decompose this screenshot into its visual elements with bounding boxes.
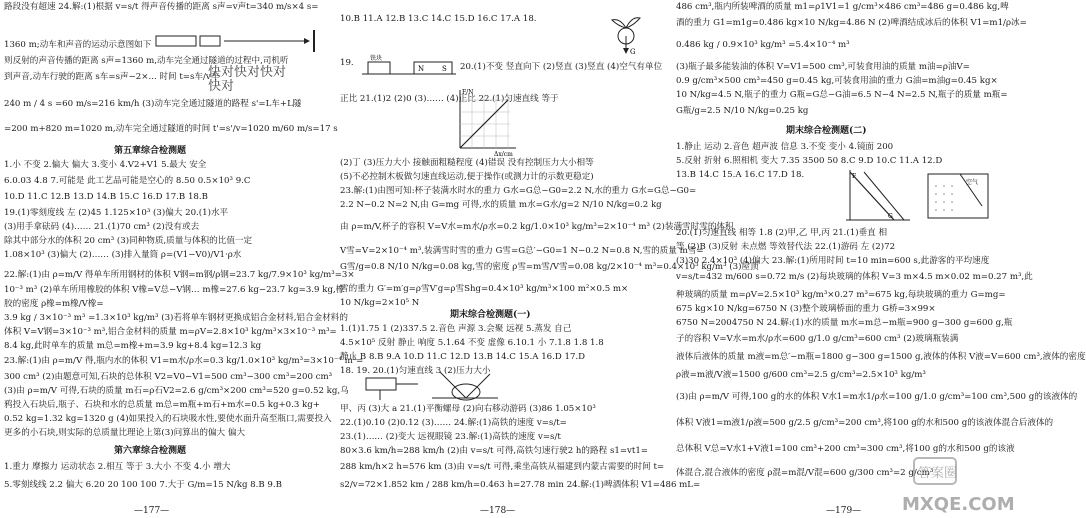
page-number: —178— <box>480 506 516 516</box>
page-number: —179— <box>826 506 862 516</box>
text-line: 20.(1)不变 竖直向下 (2)竖直 (3)竖直 (4)空气有单位 <box>460 62 663 72</box>
section-heading: 第六章综合检测题 <box>114 446 187 456</box>
text-line: (2)丁 (3)压力大小 接触面粗糙程度 (4)错误 没有控制压力大小相等 <box>340 158 594 168</box>
text-line: 10 N/kg=2×10⁵ N <box>340 298 420 308</box>
text-line: (5)不必控制木板做匀速直线运动,便于操作(或测力计的示数更稳定) <box>340 172 594 182</box>
text-line: G瓶/g=2.5 N/10 N/kg=0.25 kg <box>676 106 809 116</box>
figure-18-ray <box>844 166 914 224</box>
text-line: 10.B 11.A 12.B 13.C 14.C 15.D 16.C 17.A 18. <box>340 14 537 24</box>
text-line: 5.零刻线线 2.2 偏大 6.20 20 100 100 7.大于 G/m=15 N/kg 8.B 9.B <box>4 480 282 490</box>
text-line: 正比 21.(1)2 (2)0 (3)…… (4)正比 22.(1)匀速直线 等于 <box>340 94 559 104</box>
text-line: 体积 V=V钢=3×10⁻³ m³,铝合金材料的质量 m=ρV=2.8×10³ kg/m³×3×10⁻³ m³= <box>4 327 337 337</box>
text-line: 6750 N=2004750 N 24.解:(1)水的质量 m水=m总−m瓶=900 g−300 g=600 g,瓶 <box>676 318 1013 328</box>
text-line: 子的容积 V=V水=m水/ρ水=600 g/1.0 g/cm³=600 cm³ (2)玻璃瓶装满 <box>676 334 959 344</box>
text-line: 20.(1)匀速直线 相等 1.8 (2)甲,乙 甲,丙 21.(1)垂直 相 <box>676 228 888 238</box>
site-watermark <box>840 454 1015 518</box>
text-line: (3)30 2.4×10³ (4)偏大 23.解:(1)所用时间 t=10 min=600 s,此游客的平均速度 <box>676 256 990 266</box>
figure-label: 铁块 <box>370 55 383 62</box>
figure-19-magnet <box>362 52 458 82</box>
text-line: 更多的小石块,则实际的总质量比理论上第(3)问算出的偏大 偏大 <box>4 428 246 438</box>
text-line: 240 m / 4 s =60 m/s=216 km/h (3)动车完全通过隧道的路程 s'=L车+L隧 <box>4 99 302 109</box>
text-line: 由 ρ=m/V,杯子的容积 V=V水=m水/ρ水=0.2 kg/1.0×10³ kg/m³=2×10⁻⁴ m³ (2)装满雪时雪的体积 <box>340 222 734 232</box>
text-line: (3)用手拿砝码 (4)…… 21.(1)70 cm³ (2)没有或去 <box>4 222 200 232</box>
text-line: 雪的重力 G′=m′g=ρ雪V′g=ρ雪Shg=0.4×10³ kg/m³×100 m²×0.5 m× <box>340 284 629 294</box>
text-line: 0.486 kg / 0.9×10³ kg/m³ =5.4×10⁻⁴ m³ <box>676 40 850 50</box>
section-heading: 期末综合检测题(一) <box>450 310 531 320</box>
watermark-text: 快对快对快对快对 <box>208 65 287 94</box>
train-sound-diagram <box>154 28 324 54</box>
text-line: =200 m+820 m=1020 m,动车完全通过隧道的时间 t'=s'/v=1020 m/60 m/s=17 s <box>4 124 338 134</box>
text-line: G雪/g=0.8 N/10 N/kg=0.08 kg,雪的密度 ρ雪=m雪/V雪=0.08 kg/2×10⁻⁴ m³=0.4×10³ kg/m³ (3)屋顶 <box>340 262 759 272</box>
watermark-subtitle: 答案圈 <box>918 466 958 481</box>
section-heading: 期末综合检测题(二) <box>786 126 867 136</box>
text-line: ρ液=m液/V液=1500 g/600 cm³=2.5 g/cm³=2.5×10³ kg/m³ <box>676 370 926 380</box>
figure-label: S <box>442 65 447 73</box>
page-number: —177— <box>134 506 170 516</box>
page-177 <box>4 0 364 518</box>
text-line: 23.解:(1)由 ρ=m/V 得,瓶内水的体积 V1=m水/ρ水=0.3 kg/1.0×10³ kg/m³=3×10⁻⁴ m³= <box>4 356 364 366</box>
text-line: 酒的重力 G1=m1g=0.486 kg×10 N/kg=4.86 N (2)啤酒结成冰后的体积 V1=m1/ρ冰= <box>676 18 1027 28</box>
figure-lever <box>362 370 422 402</box>
text-line: 则反射的声音传播的距离 s声=1360 m,动车完全通过隧道的过程中,司机听 <box>4 56 289 66</box>
text-line: 2.2 N−0.2 N=2 N,由 G=mg 可得,水的质量 m水=G水/g=2 N/10 N/kg=0.2 kg <box>340 200 662 210</box>
figure-light-ray <box>430 368 500 402</box>
text-line: 体积 V液1=m液1/ρ液=500 g/2.5 g/cm³=200 cm³,将100 g的水和500 g的该液体混合后液体的 <box>676 418 1054 428</box>
text-line: (3)由 ρ=m/V 可得,100 g的水的体积 V水1=m水1/ρ水=100 g/1.0 g/cm³=100 cm³,500 g的该液体的 <box>676 392 1078 402</box>
text-line: 4.5×10⁵ 反射 静止 响度 5.1.64 不变 虚像 6.10.1 小 7.1.8 1.8 1.8 <box>340 338 604 348</box>
text-line: 3.9 kg / 3×10⁻³ m³ =1.3×10³ kg/m³ (3)若将单车钢材更换成铝合金材料,铝合金材料的 <box>4 313 348 323</box>
text-line: 6.0.03 4.8 7.可能是 此工艺品可能是空心的 8.50 0.5×10³ 9.C <box>4 176 251 186</box>
figure-label: G <box>630 48 636 56</box>
text-line: 5.反射 折射 6.照相机 变大 7.35 3500 50 8.C 9.D 10.C 11.A 12.D <box>676 156 943 166</box>
text-line: 静止 B 8.B 9.A 10.D 11.C 12.D 13.B 14.C 15.A 16.D 17.D <box>340 352 586 362</box>
text-line: 到声音,动车行驶的距离 s车=s声−2×... 时间 t=s车/v车 <box>4 72 220 82</box>
figure-label: N <box>418 65 425 73</box>
text-line: 23.解:(1)由图可知:杯子装满水时水的重力 G水=G总−G0=2.2 N,水的重力 G水=G总−G0= <box>340 186 697 196</box>
text-line: 1.(1)1.75 1 (2)337.5 2.音色 声源 3.会聚 远视 5.蒸发 自己 <box>340 324 572 334</box>
text-line: 鸦投入石块后,瓶子、石块和水的总质量 m总=m瓶+m石+m水=0.5 kg+0.3 kg+ <box>4 400 320 410</box>
figure-18-plant <box>602 8 652 56</box>
figure-label: G <box>888 213 893 220</box>
page-179 <box>676 0 1086 518</box>
text-line: 0.52 kg=1.32 kg=1320 g (4)如果投入的石块吸水性,要使水面升高至瓶口,需要投入 <box>4 414 332 424</box>
text-line: 10 N/kg=4.5 N,瓶子的重力 G瓶=G总−G油=6.5 N−4 N=2.5 N,瓶子的质量 m瓶= <box>676 90 1008 100</box>
text-line: 300 cm³ (2)由题意可知,石块的总体积 V2=V0−V1=500 cm³−300 cm³=200 cm³ <box>4 372 333 382</box>
text-line: 675 kg×10 N/kg=6750 N (3)整个玻璃桥面的重力 G桥=3×99× <box>676 304 936 314</box>
text-line: (3)由 ρ=m/V 可得,石块的质量 m石=ρ石V2=2.6 g/cm³×200 cm³=520 g=0.52 kg,乌 <box>4 386 349 396</box>
axis-label: F/N <box>462 89 474 96</box>
text-line: 体混合,混合液体的密度 ρ混=m混/V混=600 g/300 cm³=2 g/cm³ <box>676 468 934 478</box>
text-line: 22.(1)0.10 (2)0.12 (3)…… 24.解:(1)高铁的速度 v=s/t= <box>340 418 567 428</box>
section-heading: 第五章综合检测题 <box>114 146 187 156</box>
text-line: 1.静止 运动 2.音色 超声波 信息 3.不变 变小 4.镜面 200 <box>676 142 894 152</box>
text-line: 液体后液体的质量 m液=m总′−m瓶=1800 g−300 g=1500 g,液体的体积 V液=V=600 cm³,液体的密度 <box>676 352 1086 362</box>
figure-label: F <box>852 173 857 180</box>
text-line: 等 (2)B (3)反射 未点燃 等效替代法 22.(1)游码 左 (2)72 <box>676 242 896 252</box>
text-line: 1360 m;动车和声音的运动示意图如下 <box>4 40 152 50</box>
text-line: 13.B 14.C 15.A 16.C 17.D 18. <box>676 170 805 180</box>
watermark-brand: MXQE.COM <box>902 494 1015 515</box>
text-line: 22.解:(1)由 ρ=m/V 得单车所用钢材的体积 V钢=m钢/ρ钢=23.7 kg/7.9×10³ kg/m³=3× <box>4 270 355 280</box>
text-line: 种玻璃的质量 m=ρV=2.5×10³ kg/m³×0.27 m³=675 kg,每块玻璃的重力 G=mg= <box>676 290 1006 300</box>
text-line: 甲、丙 (3)大 a 21.(1)平衡螺母 (2)向右移动游码 (3)86 1.05×10³ <box>340 404 596 414</box>
text-line: 18. 19. 20.(1)匀速直线 3 (2)压力大小 <box>340 366 491 376</box>
figure-label: 空气 <box>966 179 979 186</box>
text-line: V雪=V=2×10⁻⁴ m³,装满雪时雪的重力 G雪=G总′−G0=1 N−0.2 N=0.8 N,雪的质量 m雪= <box>340 246 704 256</box>
text-line: 288 km/h×2 h=576 km (3)由 v=s/t 可得,乘坐高铁从福建到内蒙古需要的时间 t= <box>340 462 665 472</box>
text-line: 1.重力 摩擦力 运动状态 2.相互 等于 3.大小 不变 4.小 增大 <box>4 462 231 472</box>
text-line: 19. <box>340 58 354 68</box>
text-line: 23.(1)…… (2)变大 远视眼镜 23.解:(1)高铁的速度 v=s/t <box>340 432 561 442</box>
text-line: (3)瓶子最多能装油的体积 V=V1=500 cm³,可装食用油的质量 m油=ρ油V= <box>676 62 970 72</box>
axis-label: Δx/cm <box>494 151 513 158</box>
text-line: 除其中部分水的体积 20 cm³ (3)同种物质,质量与体积的比值一定 <box>4 236 253 246</box>
text-line: 486 cm³,瓶内所装啤酒的质量 m1=ρ1V1=1 g/cm³×486 cm³=486 g=0.486 kg,啤 <box>676 2 1009 12</box>
text-line: s2/v=72×1.852 km / 288 km/h=0.463 h=27.78 min 24.解:(1)啤酒体积 V1=486 mL= <box>340 480 701 490</box>
text-line: 1.小 不变 2.偏大 偏大 3.变小 4.V2+V1 5.最大 安全 <box>4 160 207 170</box>
text-line: 总体积 V总=V水1+V液1=100 cm³+200 cm³=300 cm³,将100 g的水和500 g的该液 <box>676 444 1015 454</box>
text-line: 19.(1)零刻度线 左 (2)45 1.125×10³ (3)偏大 20.(1)水平 <box>4 208 229 218</box>
figure-19-tank <box>922 166 994 224</box>
text-line: 胶的密度 ρ橡=m橡/V橡= <box>4 299 104 309</box>
text-line: 路段没有超速 24.解:(1)根据 v=s/t 得声音传播的距离 s声=v声t=340 m/s×4 s= <box>4 2 319 12</box>
text-line: 1.08×10³ (3)偏大 (2)…… (3)排入量筒 ρ=(V1−V0)/V1·ρ水 <box>4 250 242 260</box>
text-line: 80×3.6 km/h=288 km/h (2)由 v=s/t 可得,高铁匀速行驶2 h的路程 s1=vt1= <box>340 446 649 456</box>
text-line: v=s/t=432 m/600 s=0.72 m/s (2)每块玻璃的体积 V=3 m×4.5 m×0.02 m=0.27 m³,此 <box>676 272 1033 282</box>
text-line: 10.D 11.C 12.B 13.D 14.B 15.C 16.D 17.B 18.B <box>4 192 208 202</box>
text-line: 10⁻³ m³ (2)单车所用橡胶的体积 V橡=V总−V钢… m橡=27.6 kg−23.7 kg=3.9 kg,橡 <box>4 285 345 295</box>
text-line: 8.4 kg,此时单车的质量 m总=m橡+m=3.9 kg+8.4 kg=12.3 kg <box>4 341 262 351</box>
figure-21-graph <box>450 86 520 156</box>
text-line: 0.9 g/cm³×500 cm³=450 g=0.45 kg,可装食用油的重力 G油=m油g=0.45 kg× <box>676 76 998 86</box>
